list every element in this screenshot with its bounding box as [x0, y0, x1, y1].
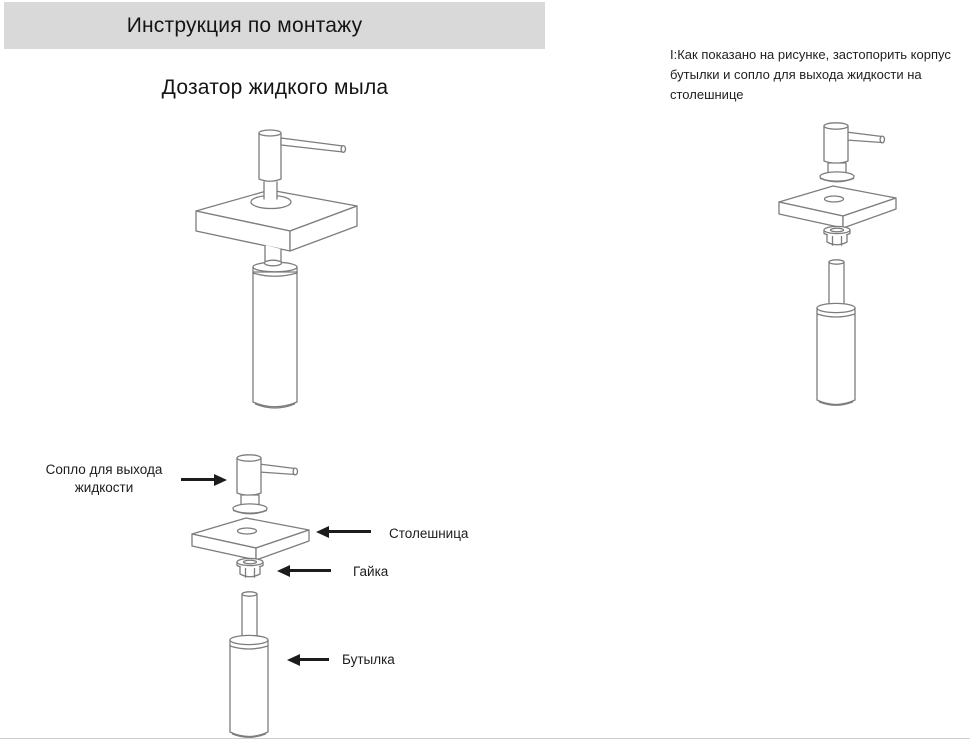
nut-label: Гайка — [353, 564, 389, 579]
arrow-right-icon — [181, 478, 215, 481]
page-title: Инструкция по монтажу — [126, 13, 363, 37]
arrow-left-icon — [299, 658, 329, 661]
arrow-left-icon — [328, 530, 371, 533]
countertop-label: Столешница — [389, 526, 469, 541]
page-bottom-rule — [0, 738, 970, 739]
bottle-label: Бутылка — [342, 652, 395, 667]
header-bar — [4, 2, 545, 49]
exploded-view-drawing-right — [777, 118, 899, 410]
product-title: Дозатор жидкого мыла — [161, 76, 389, 99]
exploded-view-drawing — [190, 450, 312, 741]
nozzle-label: Сопло для выхода жидкости — [45, 462, 163, 495]
assembled-dispenser-drawing — [190, 126, 360, 416]
instruction-text: I:Как показано на рисунке, застопорить корпус бутылки и сопло для выхода жидкости на столешнице — [670, 47, 951, 102]
arrow-left-icon — [289, 569, 331, 572]
